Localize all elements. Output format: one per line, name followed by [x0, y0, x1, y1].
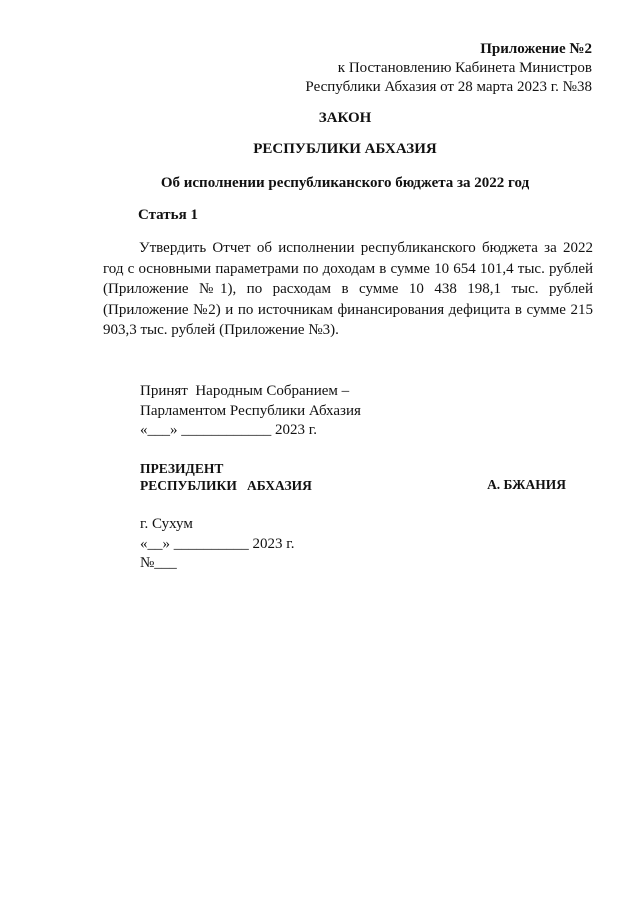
city-line: г. Сухум: [140, 516, 193, 532]
adoption-date-line: «___» ____________ 2023 г.: [140, 422, 317, 438]
article-heading: Статья 1: [138, 207, 198, 223]
place-date-block: [140, 515, 294, 574]
article-text: Утвердить Отчет об исполнении республиканского бюджета за 2022 год с основными параметрами по доходам в сумме 10 654 101,4 тыс. рублей (Приложение №1), по расходам в сумме 10 438 198,1 тыс. рублей (Приложение №2) и по источникам финансирования дефицита в сумме 215 903,3 тыс. рублей (Приложение №3).: [103, 240, 593, 338]
signature-position: [140, 460, 312, 494]
annex-line-1: к Постановлению Кабинета Министров: [337, 60, 592, 76]
signature-position-line-1: ПРЕЗИДЕНТ: [140, 461, 224, 476]
annex-header: [305, 40, 592, 97]
annex-title: Приложение №2: [480, 41, 592, 57]
date-line: «__» __________ 2023 г.: [140, 535, 295, 552]
adoption-block: [140, 382, 361, 441]
law-title: ЗАКОН: [318, 110, 372, 126]
law-republic: РЕСПУБЛИКИ АБХАЗИЯ: [253, 141, 437, 157]
law-subject: Об исполнении республиканского бюджета за 2022 год: [160, 175, 530, 191]
signature-position-line-2: РЕСПУБЛИКИ АБХАЗИЯ: [140, 478, 312, 493]
annex-line-2: Республики Абхазия от 28 марта 2023 г. №38: [305, 79, 592, 95]
adoption-line-1: Принят Народным Собранием –: [140, 383, 350, 399]
signer-name: А. БЖАНИЯ: [487, 477, 566, 492]
adoption-line-2: Парламентом Республики Абхазия: [140, 402, 361, 419]
number-line: №___: [140, 555, 177, 571]
